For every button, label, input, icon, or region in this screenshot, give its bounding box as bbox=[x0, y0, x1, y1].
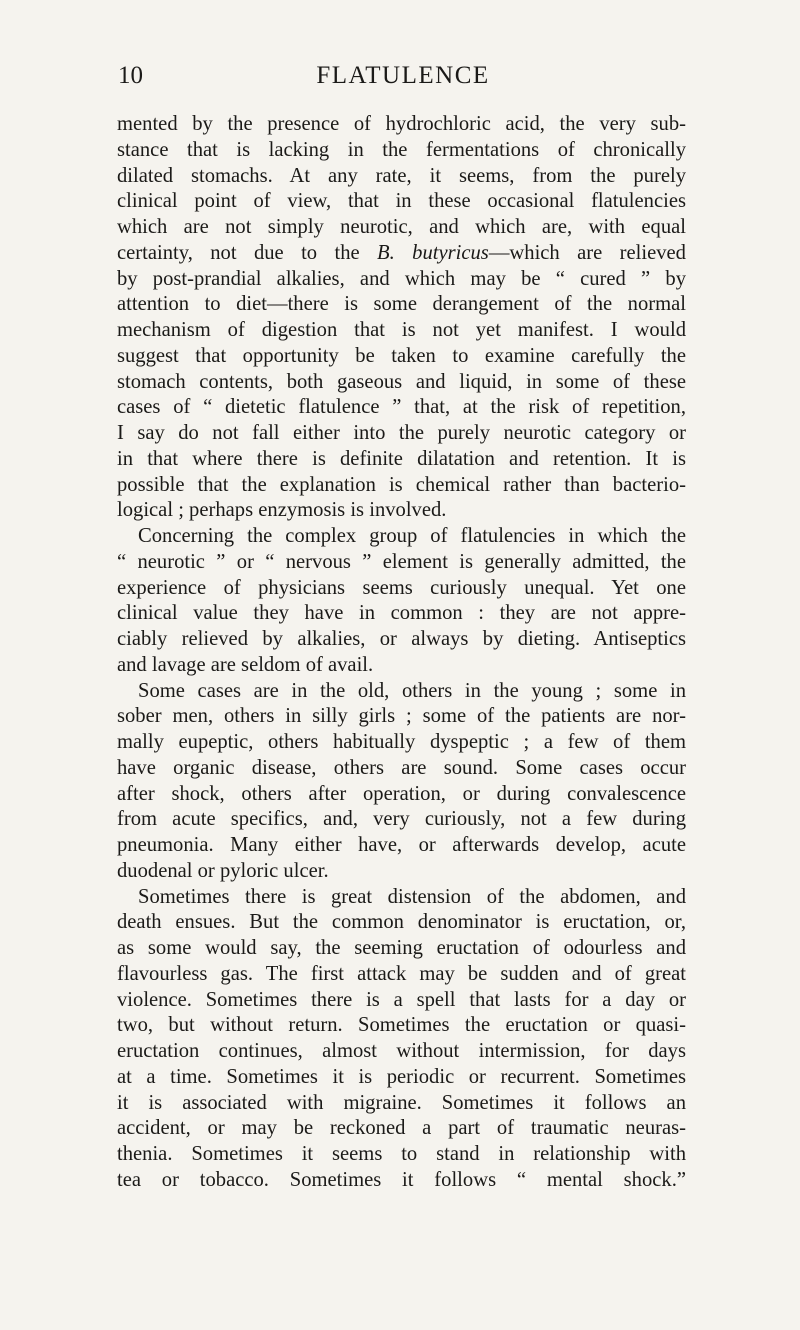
text-line: logical ; perhaps enzymosis is involved. bbox=[117, 499, 447, 522]
text-line: “ neurotic ” or “ nervous ” element is generally admitted, the bbox=[117, 550, 686, 573]
text-line: accident, or may be reckoned a part of traumatic neuras- bbox=[117, 1117, 686, 1140]
text-line: death ensues. But the common denominator is eructation, or, bbox=[117, 911, 686, 934]
text-line: have organic disease, others are sound. Some cases occur bbox=[117, 756, 686, 779]
text-line: suggest that opportunity be taken to examine carefully the bbox=[117, 344, 686, 367]
text-line: dilated stomachs. At any rate, it seems, from the purely bbox=[117, 164, 686, 187]
text-line: mally eupeptic, others habitually dyspeptic ; a few of them bbox=[117, 731, 686, 753]
text-line: pneumonia. Many either have, or afterwards develop, acute bbox=[117, 834, 686, 856]
text-line: eructation continues, almost without intermission, for days bbox=[117, 1040, 686, 1062]
italic-term: B. butyricus bbox=[377, 241, 489, 264]
text-line: as some would say, the seeming eructation of odourless and bbox=[117, 937, 686, 959]
text-line: I say do not fall either into the purely neurotic category or bbox=[117, 422, 686, 444]
text-line: stance that is lacking in the fermentations of chronically bbox=[117, 138, 686, 161]
text-line: sober men, others in silly girls ; some of the patients are nor- bbox=[117, 705, 686, 728]
text-line: Concerning the complex group of flatulencies in which the bbox=[138, 525, 686, 547]
text-span: —which are relieved bbox=[488, 241, 686, 264]
text-line: mented by the presence of hydrochloric acid, the very sub- bbox=[117, 113, 686, 135]
text-line: which are not simply neurotic, and which are, with equal bbox=[117, 216, 686, 238]
text-line: at a time. Sometimes it is periodic or recurrent. Sometimes bbox=[117, 1065, 686, 1088]
body-text bbox=[117, 112, 686, 1194]
text-line: by post-prandial alkalies, and which may be “ cured ” by bbox=[117, 267, 686, 290]
text-line: clinical value they have in common : they are not appre- bbox=[117, 602, 686, 625]
text-line: clinical point of view, that in these occasional flatulencies bbox=[117, 190, 686, 213]
text-line: flavourless gas. The first attack may be sudden and of great bbox=[117, 962, 686, 985]
text-line: possible that the explanation is chemical rather than bacterio- bbox=[117, 473, 686, 496]
text-line: tea or tobacco. Sometimes it follows “ mental shock.” bbox=[117, 1168, 686, 1191]
text-line: in that where there is definite dilatation and retention. It is bbox=[117, 447, 686, 470]
running-title: FLATULENCE bbox=[316, 62, 490, 89]
text-line: from acute specifics, and, very curiously, not a few during bbox=[117, 808, 686, 831]
text-line: after shock, others after operation, or during convalescence bbox=[117, 782, 686, 805]
text-line: thenia. Sometimes it seems to stand in relationship with bbox=[117, 1143, 686, 1165]
text-line: two, but without return. Sometimes the eructation or quasi- bbox=[117, 1014, 686, 1037]
page-header bbox=[118, 62, 688, 96]
text-line bbox=[117, 241, 686, 267]
text-line: Some cases are in the old, others in the young ; some in bbox=[138, 679, 686, 702]
text-line: attention to diet—there is some derangement of the normal bbox=[117, 293, 686, 316]
text-line: experience of physicians seems curiously unequal. Yet one bbox=[117, 576, 686, 599]
text-line: stomach contents, both gaseous and liquid, in some of these bbox=[117, 370, 686, 393]
text-line: cases of “ dietetic flatulence ” that, at the risk of repetition, bbox=[117, 396, 686, 419]
text-line: duodenal or pyloric ulcer. bbox=[117, 859, 329, 882]
text-line: mechanism of digestion that is not yet manifest. I would bbox=[117, 319, 686, 341]
page-number: 10 bbox=[118, 62, 143, 89]
text-line: it is associated with migraine. Sometimes it follows an bbox=[117, 1091, 686, 1114]
text-line: and lavage are seldom of avail. bbox=[117, 653, 374, 676]
text-line: violence. Sometimes there is a spell that lasts for a day or bbox=[117, 988, 686, 1011]
text-span: certainty, not due to the bbox=[117, 241, 378, 264]
text-line: ciably relieved by alkalies, or always by dieting. Antiseptics bbox=[117, 628, 686, 650]
text-line: Sometimes there is great distension of the abdomen, and bbox=[138, 885, 686, 908]
